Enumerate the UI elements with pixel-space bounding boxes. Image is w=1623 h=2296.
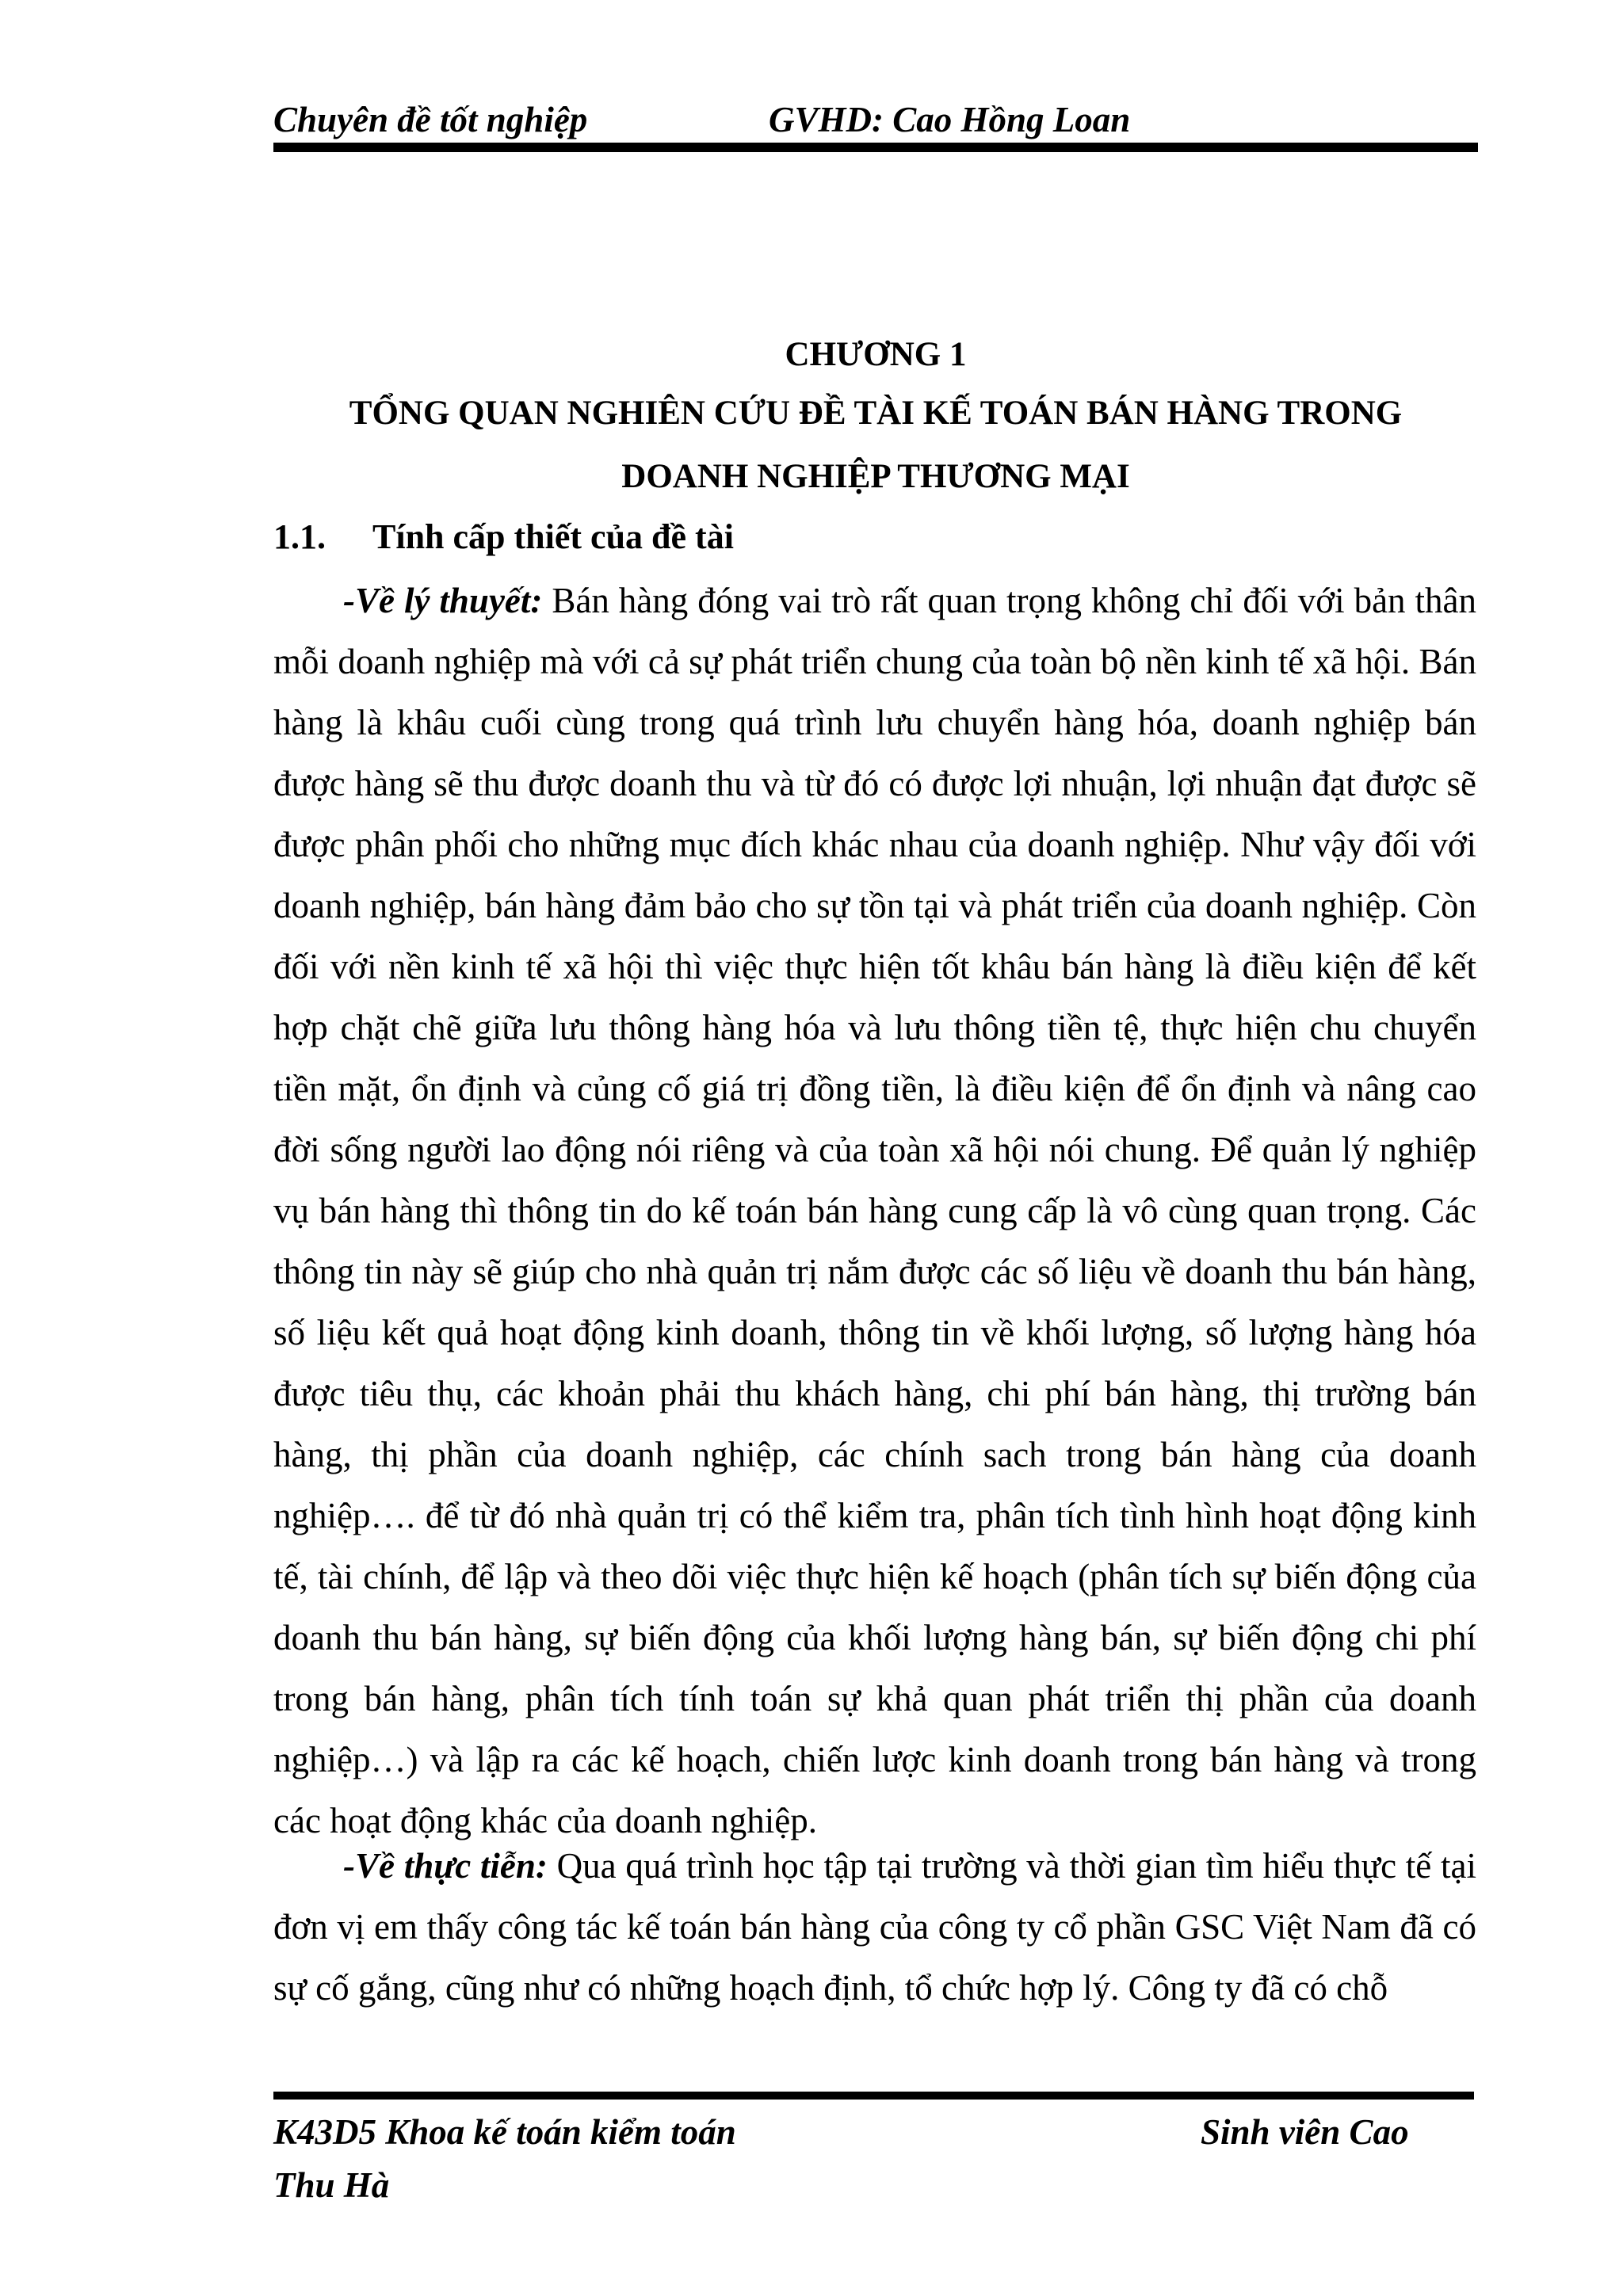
section-title: Tính cấp thiết của đề tài <box>372 517 734 556</box>
paragraph-lead: -Về thực tiễn: <box>343 1846 548 1886</box>
footer-rule <box>273 2092 1474 2100</box>
footer-student: Sinh viên Cao <box>1201 2112 1409 2152</box>
paragraph-theory <box>273 570 1476 1852</box>
chapter-number: CHƯƠNG 1 <box>785 336 967 373</box>
header-advisor: GVHD: Cao Hồng Loan <box>769 100 1131 139</box>
header-document-type: Chuyên đề tốt nghiệp <box>273 100 588 139</box>
page-header <box>273 99 1478 147</box>
header-rule <box>273 143 1478 152</box>
paragraph-body: Bán hàng đóng vai trò rất quan trọng không chỉ đối với bản thân mỗi doanh nghiệp mà với cả sự phát triển chung của toàn bộ nền kinh tế xã hội. Bán hàng là khâu cuối cùng trong quá trình lưu chuyển hàng hóa, doanh nghiệp bán được hàng sẽ thu được doanh thu và từ đó có được lợi nhuận, lợi nhuận đạt được sẽ được phân phối cho những mục đích khác nhau của doanh nghiệp. Như vậy đối với doanh nghiệp, bán hàng đảm bảo cho sự tồn tại và phát triển của doanh nghiệp. Còn đối với nền kinh tế xã hội thì việc thực hiện tốt khâu bán hàng là điều kiện để kết hợp chặt chẽ giữa lưu thông hàng hóa và lưu thông tiền tệ, thực hiện chu chuyển tiền mặt, ổn định và củng cố giá trị đồng tiền, là điều kiện để ổn định và nâng cao đời sống người lao động nói riêng và của toàn xã hội nói chung. Để quản lý nghiệp vụ bán hàng thì thông tin do kế toán bán hàng cung cấp là vô cùng quan trọng. Các thông tin này sẽ giúp cho nhà quản trị nắm được các số liệu về doanh thu bán hàng, số liệu kết quả hoạt động kinh doanh, thông tin về khối lượng, số lượng hàng hóa được tiêu thụ, các khoản phải thu khách hàng, chi phí bán hàng, thị trường bán hàng, thị phần của doanh nghiệp, các chính sach trong bán hàng của doanh nghiệp…. để từ đó nhà quản trị có thể kiểm tra, phân tích tình hình hoạt động kinh tế, tài chính, để lập và theo dõi việc thực hiện kế hoạch (phân tích sự biến động của doanh thu bán hàng, sự biến động của khối lượng hàng bán, sự biến động chi phí trong bán hàng, phân tích tính toán sự khả quan phát triển thị phần của doanh nghiệp…) và lập ra các kế hoạch, chiến lược kinh doanh trong bán hàng và trong các hoạt động khác của doanh nghiệp. <box>273 581 1476 1840</box>
chapter-title-line2: DOANH NGHIỆP THƯƠNG MẠI <box>621 458 1130 495</box>
paragraph-lead: -Về lý thuyết: <box>343 581 543 620</box>
paragraph-body: Qua quá trình học tập tại trường và thời gian tìm hiểu thực tế tại đơn vị em thấy công tác kế toán bán hàng của công ty cổ phần GSC Việt Nam đã có sự cố gắng, cũng như có những hoạch định, tổ chức hợp lý. Công ty đã có chỗ <box>273 1846 1476 2008</box>
chapter-title-line1: TỔNG QUAN NGHIÊN CỨU ĐỀ TÀI KẾ TOÁN BÁN HÀNG TRONG <box>349 395 1403 432</box>
section-number: 1.1. <box>273 517 326 556</box>
footer-student-name-continuation: Thu Hà <box>273 2165 390 2205</box>
footer-class-faculty: K43D5 Khoa kế toán kiểm toán <box>273 2112 736 2152</box>
section-heading <box>273 517 734 557</box>
paragraph-practice <box>273 1836 1476 2019</box>
